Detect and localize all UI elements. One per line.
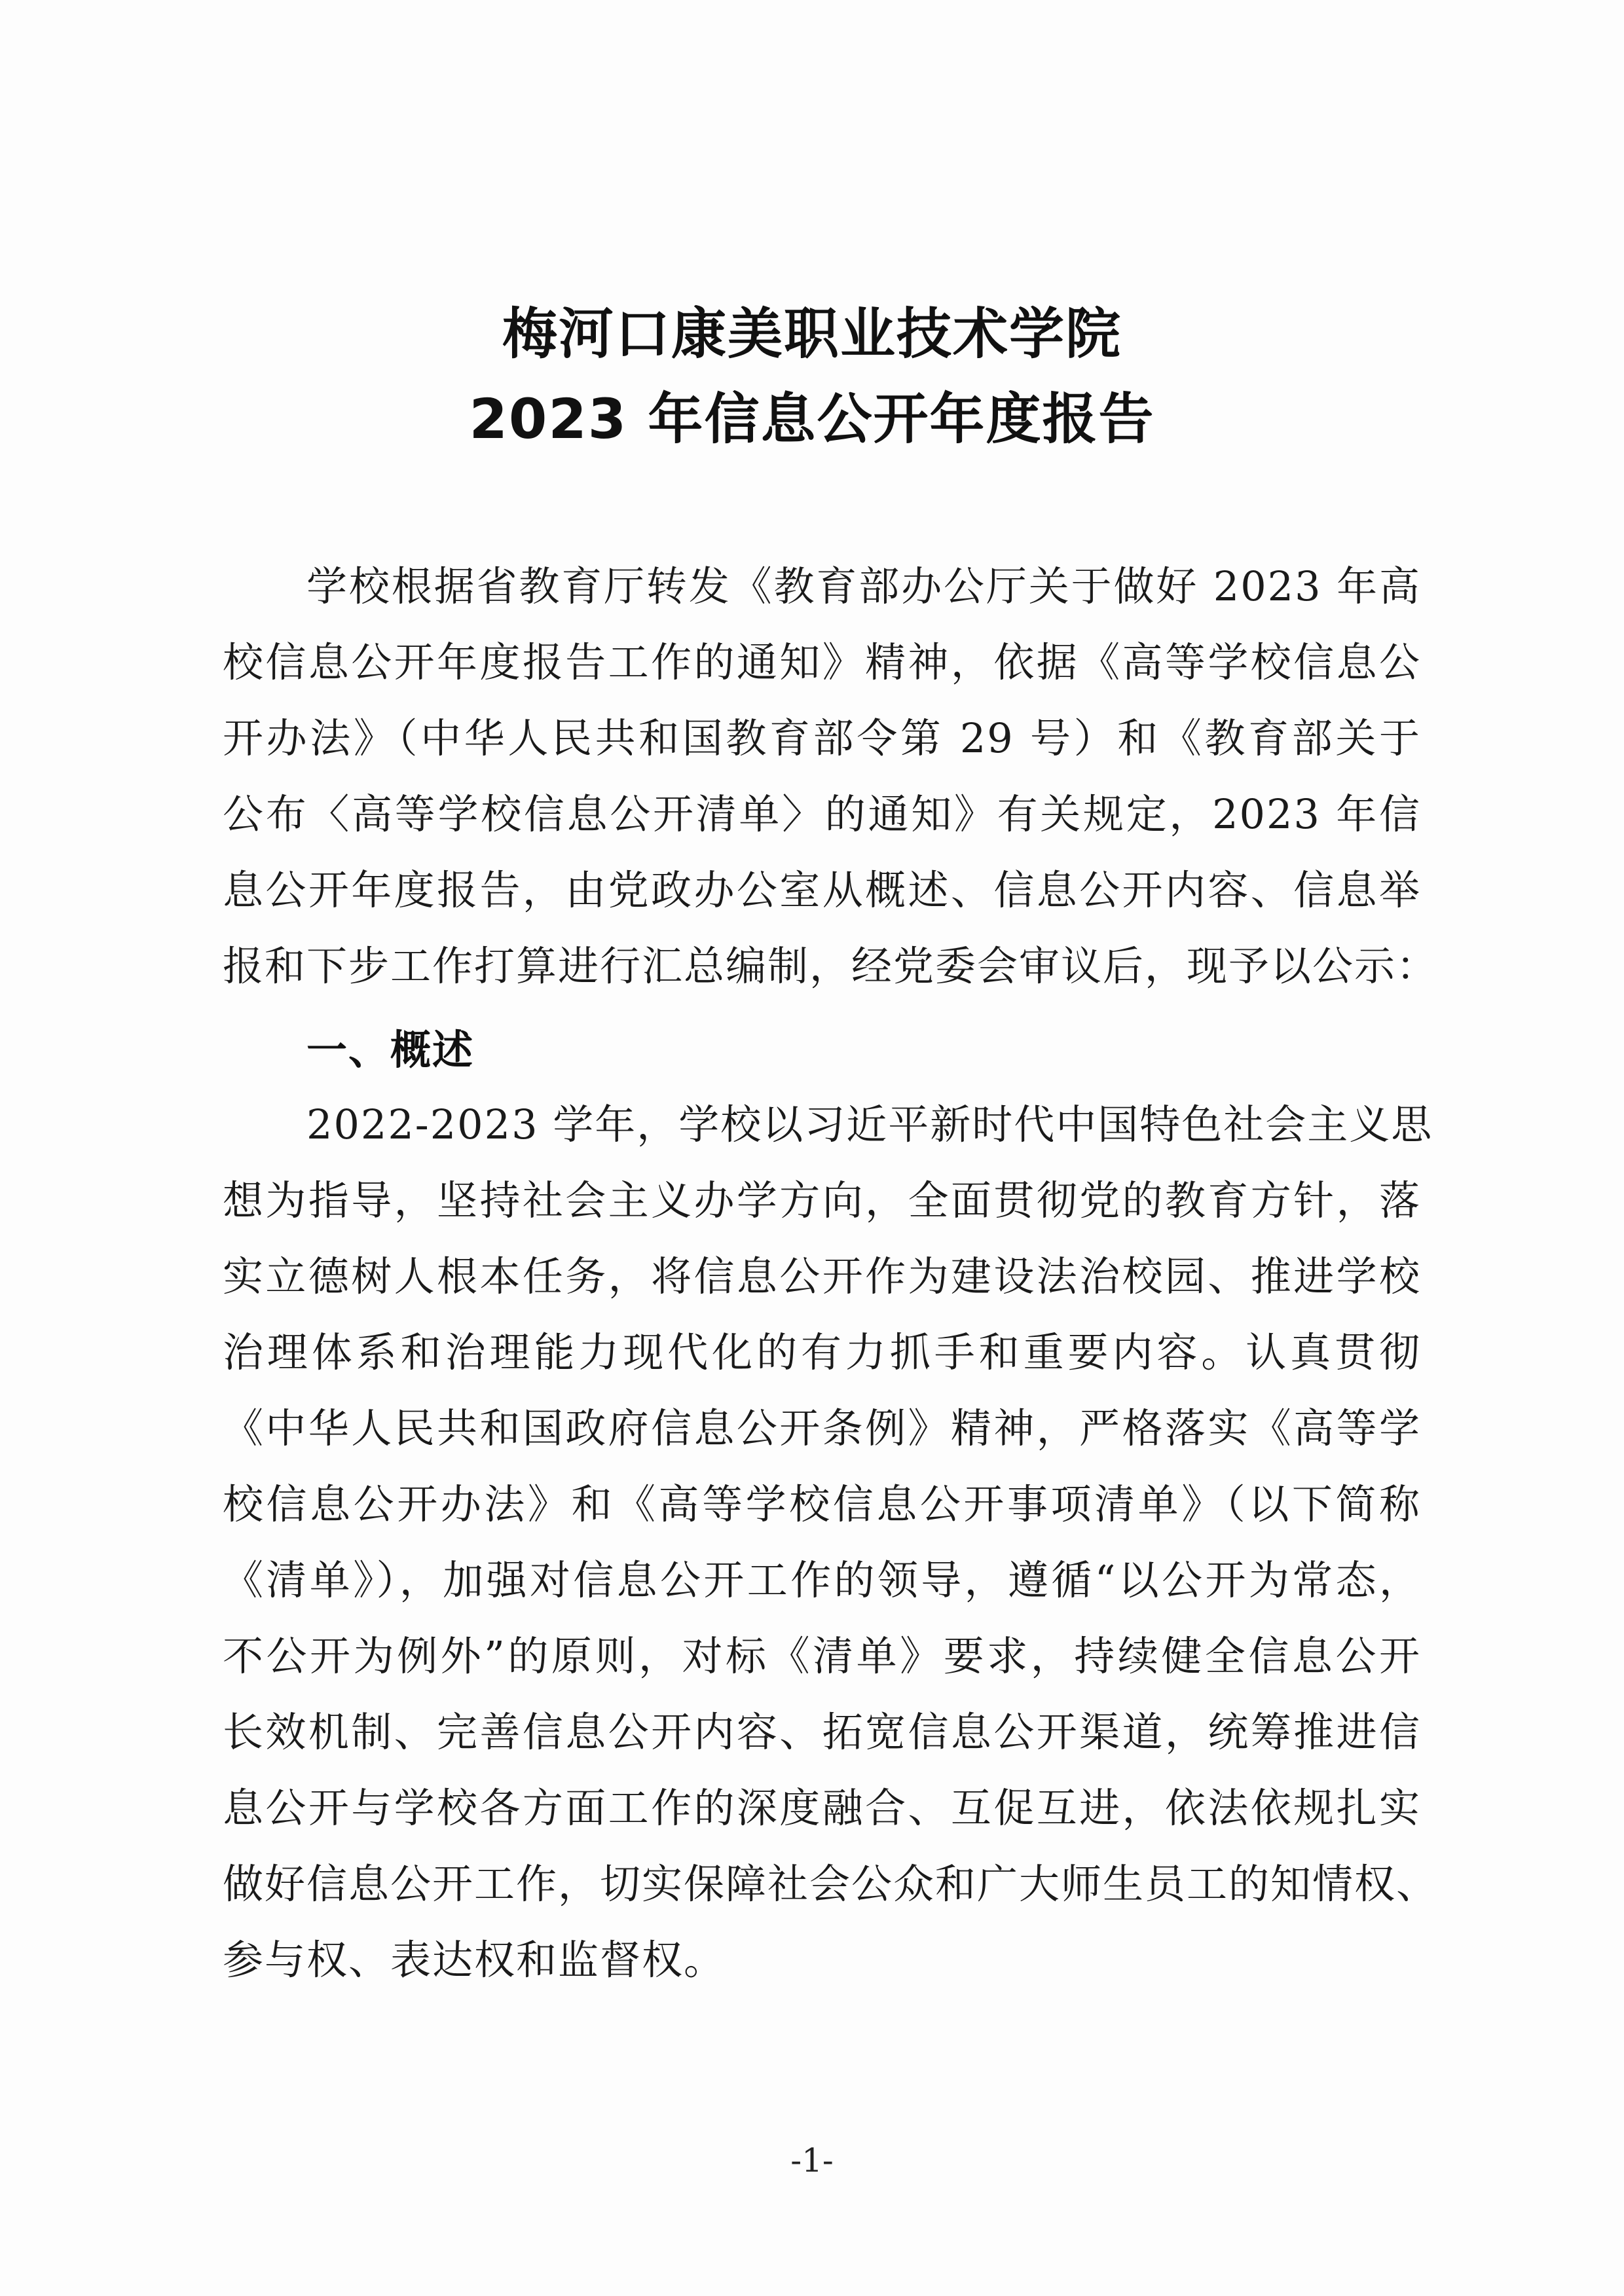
paragraph-line: 学校根据省教育厅转发《教育部办公厅关于做好 2023 年高	[306, 562, 1421, 610]
paragraph-line: 实立德树人根本任务，将信息公开作为建设法治校园、推进学校	[223, 1252, 1421, 1300]
intro-paragraph	[223, 549, 1439, 1004]
paragraph-line: 做好信息公开工作，切实保障社会公众和广大师生员工的知情权、	[223, 1860, 1439, 1908]
paragraph-line: 息公开与学校各方面工作的深度融合、互促互进，依法依规扎实	[223, 1784, 1421, 1832]
paragraph-line: 校信息公开年度报告工作的通知》精神，依据《高等学校信息公	[223, 638, 1421, 686]
paragraph-line: 《清单》），加强对信息公开工作的领导，遵循“以公开为常态，	[223, 1556, 1421, 1604]
paragraph-line: 《中华人民共和国政府信息公开条例》精神，严格落实《高等学	[223, 1404, 1421, 1452]
paragraph-line: 校信息公开办法》和《高等学校信息公开事项清单》（以下简称	[223, 1480, 1421, 1528]
paragraph-line: 2022-2023 学年，学校以习近平新时代中国特色社会主义思	[306, 1101, 1433, 1148]
paragraph-line: 报和下步工作打算进行汇总编制，经党委会审议后，现予以公示：	[223, 942, 1439, 990]
overview-paragraph	[223, 1087, 1439, 1998]
paragraph-line: 想为指导，坚持社会主义办学方向，全面贯彻党的教育方针，落	[223, 1176, 1421, 1224]
paragraph-line: 不公开为例外”的原则，对标《清单》要求，持续健全信息公开	[223, 1632, 1421, 1680]
page-number: -1-	[790, 2141, 834, 2179]
document-title-line1: 梅河口康美职业技术学院	[502, 302, 1122, 366]
document-title-line2: 2023 年信息公开年度报告	[469, 387, 1155, 451]
paragraph-line: 息公开年度报告，由党政办公室从概述、信息公开内容、信息举	[223, 866, 1421, 914]
paragraph-line: 公布〈高等学校信息公开清单〉的通知》有关规定，2023 年信	[223, 790, 1421, 838]
paragraph-line: 治理体系和治理能力现代化的有力抓手和重要内容。认真贯彻	[223, 1328, 1421, 1376]
paragraph-line: 开办法》（中华人民共和国教育部令第 29 号）和《教育部关于	[223, 714, 1421, 762]
section-heading: 一、概述	[306, 1026, 475, 1074]
paragraph-line: 长效机制、完善信息公开内容、拓宽信息公开渠道，统筹推进信	[223, 1708, 1421, 1756]
paragraph-line: 参与权、表达权和监督权。	[223, 1936, 726, 1984]
